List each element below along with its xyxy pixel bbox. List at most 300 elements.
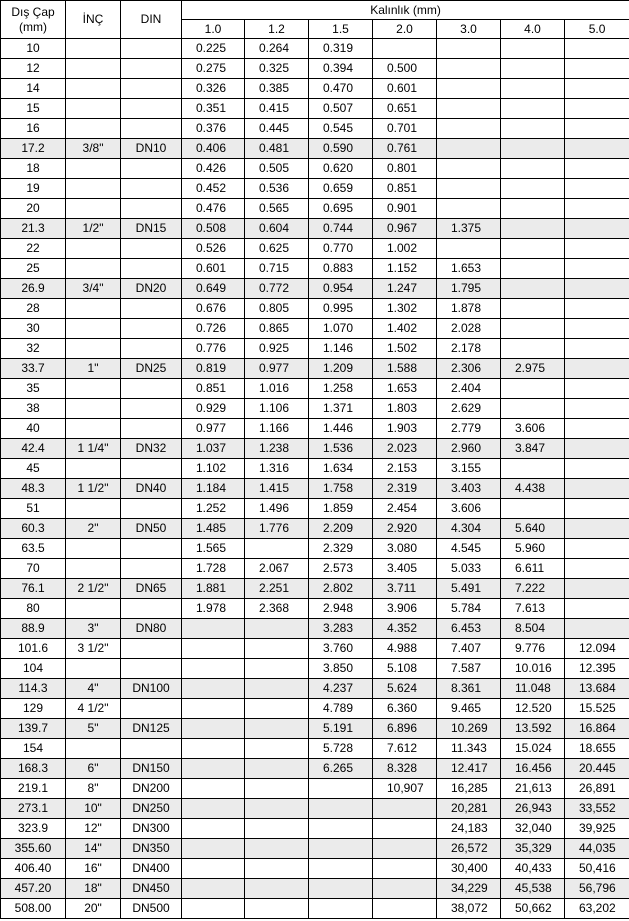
weight-cell	[182, 619, 245, 639]
weight-cell: 0.770	[309, 239, 373, 259]
inch-cell	[66, 419, 121, 439]
weight-cell: 0.715	[245, 259, 309, 279]
weight-cell	[182, 639, 245, 659]
inch-cell	[66, 179, 121, 199]
table-row	[1, 319, 629, 339]
weight-cell: 0.500	[373, 59, 437, 79]
weight-cell: 1.209	[309, 359, 373, 379]
table-row	[1, 619, 629, 639]
weight-cell: 1.502	[373, 339, 437, 359]
weight-cell	[565, 559, 629, 579]
weight-cell	[501, 499, 565, 519]
weight-cell: 12.094	[565, 639, 629, 659]
weight-cell: 0.470	[309, 79, 373, 99]
din-cell	[121, 659, 182, 679]
weight-cell: 8.504	[501, 619, 565, 639]
weight-cell	[565, 299, 629, 319]
weight-cell	[182, 879, 245, 899]
table-row	[1, 879, 629, 899]
inch-cell: 3"	[66, 619, 121, 639]
weight-cell: 2.920	[373, 519, 437, 539]
table-row	[1, 439, 629, 459]
table-row	[1, 59, 629, 79]
weight-cell	[565, 159, 629, 179]
weight-cell: 3.283	[309, 619, 373, 639]
table-row	[1, 659, 629, 679]
weight-cell	[437, 39, 501, 59]
weight-cell: 2.251	[245, 579, 309, 599]
weight-cell: 35,329	[501, 839, 565, 859]
weight-cell: 1.496	[245, 499, 309, 519]
inch-cell: 2 1/2"	[66, 579, 121, 599]
table-body	[1, 39, 629, 919]
weight-cell: 0.326	[182, 79, 245, 99]
outer-diameter-cell: 63.5	[1, 539, 66, 559]
weight-cell	[565, 119, 629, 139]
din-cell	[121, 259, 182, 279]
weight-cell	[373, 799, 437, 819]
din-cell	[121, 339, 182, 359]
weight-cell: 1.016	[245, 379, 309, 399]
weight-cell	[565, 339, 629, 359]
weight-cell: 4.237	[309, 679, 373, 699]
din-cell	[121, 99, 182, 119]
weight-cell: 63,202	[565, 899, 629, 919]
din-cell	[121, 179, 182, 199]
weight-cell	[245, 739, 309, 759]
din-cell	[121, 119, 182, 139]
weight-cell: 1.371	[309, 399, 373, 419]
inch-cell: 3/4"	[66, 279, 121, 299]
weight-cell: 0.625	[245, 239, 309, 259]
weight-cell: 0.851	[182, 379, 245, 399]
weight-cell: 0.275	[182, 59, 245, 79]
weight-cell	[373, 899, 437, 919]
table-row	[1, 459, 629, 479]
weight-cell: 0.776	[182, 339, 245, 359]
weight-cell	[565, 499, 629, 519]
weight-cell: 3.711	[373, 579, 437, 599]
weight-cell: 0.376	[182, 119, 245, 139]
weight-cell: 7.613	[501, 599, 565, 619]
table-row	[1, 739, 629, 759]
weight-cell	[182, 839, 245, 859]
weight-cell	[245, 619, 309, 639]
weight-cell	[373, 39, 437, 59]
weight-cell: 30,400	[437, 859, 501, 879]
weight-cell: 26,943	[501, 799, 565, 819]
weight-cell: 8.328	[373, 759, 437, 779]
weight-cell	[501, 79, 565, 99]
weight-cell: 1.903	[373, 419, 437, 439]
table-row	[1, 159, 629, 179]
thickness-col-header: 2.0	[373, 20, 437, 39]
weight-cell: 50,416	[565, 859, 629, 879]
outer-diameter-cell: 129	[1, 699, 66, 719]
outer-diameter-cell: 22	[1, 239, 66, 259]
table-row	[1, 379, 629, 399]
weight-cell	[182, 899, 245, 919]
weight-cell: 3.405	[373, 559, 437, 579]
weight-cell	[437, 199, 501, 219]
weight-cell	[565, 319, 629, 339]
weight-cell: 0.426	[182, 159, 245, 179]
weight-cell	[565, 379, 629, 399]
weight-cell: 9.776	[501, 639, 565, 659]
weight-cell	[565, 399, 629, 419]
outer-diameter-cell: 19	[1, 179, 66, 199]
table-row	[1, 239, 629, 259]
weight-cell	[565, 479, 629, 499]
table-row	[1, 419, 629, 439]
weight-cell: 5.491	[437, 579, 501, 599]
din-cell	[121, 539, 182, 559]
weight-cell: 0.590	[309, 139, 373, 159]
weight-cell: 3.906	[373, 599, 437, 619]
weight-cell: 2.948	[309, 599, 373, 619]
weight-cell	[245, 839, 309, 859]
weight-cell: 1.653	[437, 259, 501, 279]
weight-cell	[245, 759, 309, 779]
weight-cell	[565, 619, 629, 639]
table-row	[1, 219, 629, 239]
din-cell: DN20	[121, 279, 182, 299]
din-cell: DN15	[121, 219, 182, 239]
outer-diameter-cell: 18	[1, 159, 66, 179]
weight-cell	[182, 759, 245, 779]
weight-cell	[501, 219, 565, 239]
din-cell	[121, 79, 182, 99]
outer-diameter-cell: 33.7	[1, 359, 66, 379]
weight-cell	[501, 59, 565, 79]
outer-diameter-cell: 45	[1, 459, 66, 479]
weight-cell: 8.361	[437, 679, 501, 699]
din-cell	[121, 159, 182, 179]
din-cell: DN200	[121, 779, 182, 799]
weight-cell: 10,907	[373, 779, 437, 799]
weight-cell: 4.304	[437, 519, 501, 539]
weight-cell: 2.023	[373, 439, 437, 459]
weight-cell: 1.102	[182, 459, 245, 479]
weight-cell: 18.655	[565, 739, 629, 759]
din-cell	[121, 699, 182, 719]
weight-cell: 2.319	[373, 479, 437, 499]
thickness-col-header: 1.2	[245, 20, 309, 39]
weight-cell: 10.016	[501, 659, 565, 679]
outer-diameter-cell: 38	[1, 399, 66, 419]
din-cell: DN65	[121, 579, 182, 599]
weight-cell	[501, 139, 565, 159]
weight-cell: 0.676	[182, 299, 245, 319]
weight-cell: 21,613	[501, 779, 565, 799]
thickness-col-header: 1.5	[309, 20, 373, 39]
weight-cell	[437, 139, 501, 159]
weight-cell	[501, 339, 565, 359]
inch-cell: 6"	[66, 759, 121, 779]
table-row	[1, 539, 629, 559]
weight-cell: 10.269	[437, 719, 501, 739]
weight-cell: 0.954	[309, 279, 373, 299]
outer-diameter-cell: 76.1	[1, 579, 66, 599]
din-cell: DN10	[121, 139, 182, 159]
din-cell	[121, 739, 182, 759]
weight-cell: 15.024	[501, 739, 565, 759]
table-row	[1, 639, 629, 659]
outer-diameter-cell: 17.2	[1, 139, 66, 159]
weight-cell	[245, 659, 309, 679]
weight-cell	[182, 719, 245, 739]
din-cell	[121, 639, 182, 659]
weight-cell: 3.847	[501, 439, 565, 459]
inch-cell: 4 1/2"	[66, 699, 121, 719]
inch-cell	[66, 239, 121, 259]
weight-cell	[501, 159, 565, 179]
thickness-col-header: 1.0	[182, 20, 245, 39]
din-cell: DN40	[121, 479, 182, 499]
weight-cell: 2.802	[309, 579, 373, 599]
weight-cell: 0.967	[373, 219, 437, 239]
table-row	[1, 899, 629, 919]
weight-cell: 2.067	[245, 559, 309, 579]
weight-cell	[437, 99, 501, 119]
weight-cell: 50,662	[501, 899, 565, 919]
weight-cell: 5.108	[373, 659, 437, 679]
inch-cell	[66, 739, 121, 759]
weight-cell	[245, 719, 309, 739]
weight-cell	[245, 779, 309, 799]
weight-cell: 2.779	[437, 419, 501, 439]
outer-diameter-cell: 60.3	[1, 519, 66, 539]
outer-diameter-cell: 25	[1, 259, 66, 279]
weight-cell: 0.225	[182, 39, 245, 59]
weight-cell	[565, 79, 629, 99]
weight-cell	[245, 699, 309, 719]
weight-cell: 1.795	[437, 279, 501, 299]
weight-cell: 1.002	[373, 239, 437, 259]
outer-diameter-cell: 139.7	[1, 719, 66, 739]
weight-cell: 12.417	[437, 759, 501, 779]
table-row	[1, 559, 629, 579]
weight-cell: 7.222	[501, 579, 565, 599]
table-row	[1, 199, 629, 219]
weight-cell: 0.604	[245, 219, 309, 239]
weight-cell: 26,572	[437, 839, 501, 859]
weight-cell: 1.302	[373, 299, 437, 319]
weight-cell: 1.878	[437, 299, 501, 319]
inch-cell	[66, 319, 121, 339]
outer-diameter-cell: 114.3	[1, 679, 66, 699]
table-row	[1, 579, 629, 599]
table-row	[1, 399, 629, 419]
din-cell: DN25	[121, 359, 182, 379]
weight-cell: 1.803	[373, 399, 437, 419]
weight-cell: 1.316	[245, 459, 309, 479]
weight-cell: 20.445	[565, 759, 629, 779]
weight-cell	[565, 579, 629, 599]
weight-cell: 26,891	[565, 779, 629, 799]
weight-cell	[309, 899, 373, 919]
weight-cell: 2.209	[309, 519, 373, 539]
outer-diameter-cell: 508.00	[1, 899, 66, 919]
outer-diameter-cell: 101.6	[1, 639, 66, 659]
weight-cell: 5.033	[437, 559, 501, 579]
weight-cell: 2.573	[309, 559, 373, 579]
thickness-header: Kalınlık (mm)	[182, 1, 629, 20]
table-row	[1, 139, 629, 159]
din-cell: DN500	[121, 899, 182, 919]
weight-cell: 6.265	[309, 759, 373, 779]
weight-cell: 3.155	[437, 459, 501, 479]
weight-cell	[565, 539, 629, 559]
weight-cell	[245, 539, 309, 559]
weight-cell: 5.784	[437, 599, 501, 619]
table-row	[1, 599, 629, 619]
din-cell: DN300	[121, 819, 182, 839]
inch-cell	[66, 159, 121, 179]
weight-cell	[373, 859, 437, 879]
weight-cell	[501, 399, 565, 419]
inch-cell	[66, 339, 121, 359]
weight-cell	[245, 859, 309, 879]
weight-cell: 1.536	[309, 439, 373, 459]
weight-cell: 6.360	[373, 699, 437, 719]
weight-cell	[182, 739, 245, 759]
weight-cell	[182, 859, 245, 879]
weight-cell: 0.851	[373, 179, 437, 199]
weight-cell: 3.606	[437, 499, 501, 519]
outer-diameter-cell: 219.1	[1, 779, 66, 799]
weight-cell: 7.612	[373, 739, 437, 759]
weight-cell: 0.545	[309, 119, 373, 139]
weight-cell: 0.481	[245, 139, 309, 159]
din-cell	[121, 59, 182, 79]
weight-cell: 0.620	[309, 159, 373, 179]
weight-cell: 1.247	[373, 279, 437, 299]
weight-cell: 33,552	[565, 799, 629, 819]
table-row	[1, 259, 629, 279]
din-header: DIN	[121, 1, 182, 39]
weight-cell	[309, 879, 373, 899]
weight-cell: 4.789	[309, 699, 373, 719]
weight-cell	[501, 379, 565, 399]
outer-diameter-cell: 40	[1, 419, 66, 439]
outer-diameter-cell: 32	[1, 339, 66, 359]
din-cell	[121, 559, 182, 579]
weight-cell	[182, 779, 245, 799]
weight-cell: 3.760	[309, 639, 373, 659]
inch-cell	[66, 599, 121, 619]
weight-cell	[437, 119, 501, 139]
din-cell: DN150	[121, 759, 182, 779]
weight-cell: 45,538	[501, 879, 565, 899]
inch-cell: 20"	[66, 899, 121, 919]
din-cell: DN32	[121, 439, 182, 459]
thickness-col-header: 3.0	[437, 20, 501, 39]
weight-cell: 1.565	[182, 539, 245, 559]
inch-cell	[66, 199, 121, 219]
inch-cell: 18"	[66, 879, 121, 899]
weight-cell	[565, 419, 629, 439]
weight-cell	[565, 599, 629, 619]
weight-cell: 0.319	[309, 39, 373, 59]
weight-cell	[565, 259, 629, 279]
weight-cell: 32,040	[501, 819, 565, 839]
weight-cell: 1.166	[245, 419, 309, 439]
din-cell: DN350	[121, 839, 182, 859]
weight-cell: 15.525	[565, 699, 629, 719]
weight-cell: 2.306	[437, 359, 501, 379]
weight-cell: 0.651	[373, 99, 437, 119]
weight-cell: 2.454	[373, 499, 437, 519]
weight-cell	[182, 799, 245, 819]
weight-cell: 1.859	[309, 499, 373, 519]
din-cell: DN50	[121, 519, 182, 539]
weight-cell: 0.526	[182, 239, 245, 259]
weight-cell: 4.988	[373, 639, 437, 659]
inch-cell: 2"	[66, 519, 121, 539]
weight-cell: 0.452	[182, 179, 245, 199]
weight-cell	[245, 639, 309, 659]
din-cell: DN250	[121, 799, 182, 819]
inch-cell	[66, 99, 121, 119]
weight-cell	[565, 459, 629, 479]
weight-cell	[501, 99, 565, 119]
table-row	[1, 519, 629, 539]
outer-diameter-cell: 14	[1, 79, 66, 99]
weight-cell	[565, 199, 629, 219]
table-row	[1, 79, 629, 99]
inch-cell: 16"	[66, 859, 121, 879]
weight-cell: 40,433	[501, 859, 565, 879]
din-cell	[121, 239, 182, 259]
weight-cell: 16.864	[565, 719, 629, 739]
outer-diameter-cell: 30	[1, 319, 66, 339]
table-row	[1, 699, 629, 719]
weight-cell: 0.476	[182, 199, 245, 219]
weight-cell	[501, 319, 565, 339]
inch-cell: 1 1/2"	[66, 479, 121, 499]
weight-cell	[437, 59, 501, 79]
weight-cell	[182, 659, 245, 679]
weight-cell: 2.178	[437, 339, 501, 359]
inch-cell	[66, 499, 121, 519]
weight-cell	[565, 359, 629, 379]
weight-cell	[437, 179, 501, 199]
weight-cell: 1.146	[309, 339, 373, 359]
weight-cell: 13.684	[565, 679, 629, 699]
weight-cell: 56,796	[565, 879, 629, 899]
weight-cell: 0.929	[182, 399, 245, 419]
outer-diameter-header	[1, 1, 66, 39]
weight-cell: 0.415	[245, 99, 309, 119]
din-cell	[121, 459, 182, 479]
inch-cell: 5"	[66, 719, 121, 739]
weight-cell	[245, 899, 309, 919]
weight-cell: 1.776	[245, 519, 309, 539]
weight-cell	[501, 279, 565, 299]
weight-cell: 0.351	[182, 99, 245, 119]
weight-cell: 1.238	[245, 439, 309, 459]
inch-cell	[66, 559, 121, 579]
weight-cell: 0.772	[245, 279, 309, 299]
inch-cell	[66, 379, 121, 399]
weight-cell	[501, 39, 565, 59]
table-row	[1, 499, 629, 519]
weight-cell: 0.761	[373, 139, 437, 159]
table-row	[1, 99, 629, 119]
weight-cell: 9.465	[437, 699, 501, 719]
weight-cell: 6.611	[501, 559, 565, 579]
